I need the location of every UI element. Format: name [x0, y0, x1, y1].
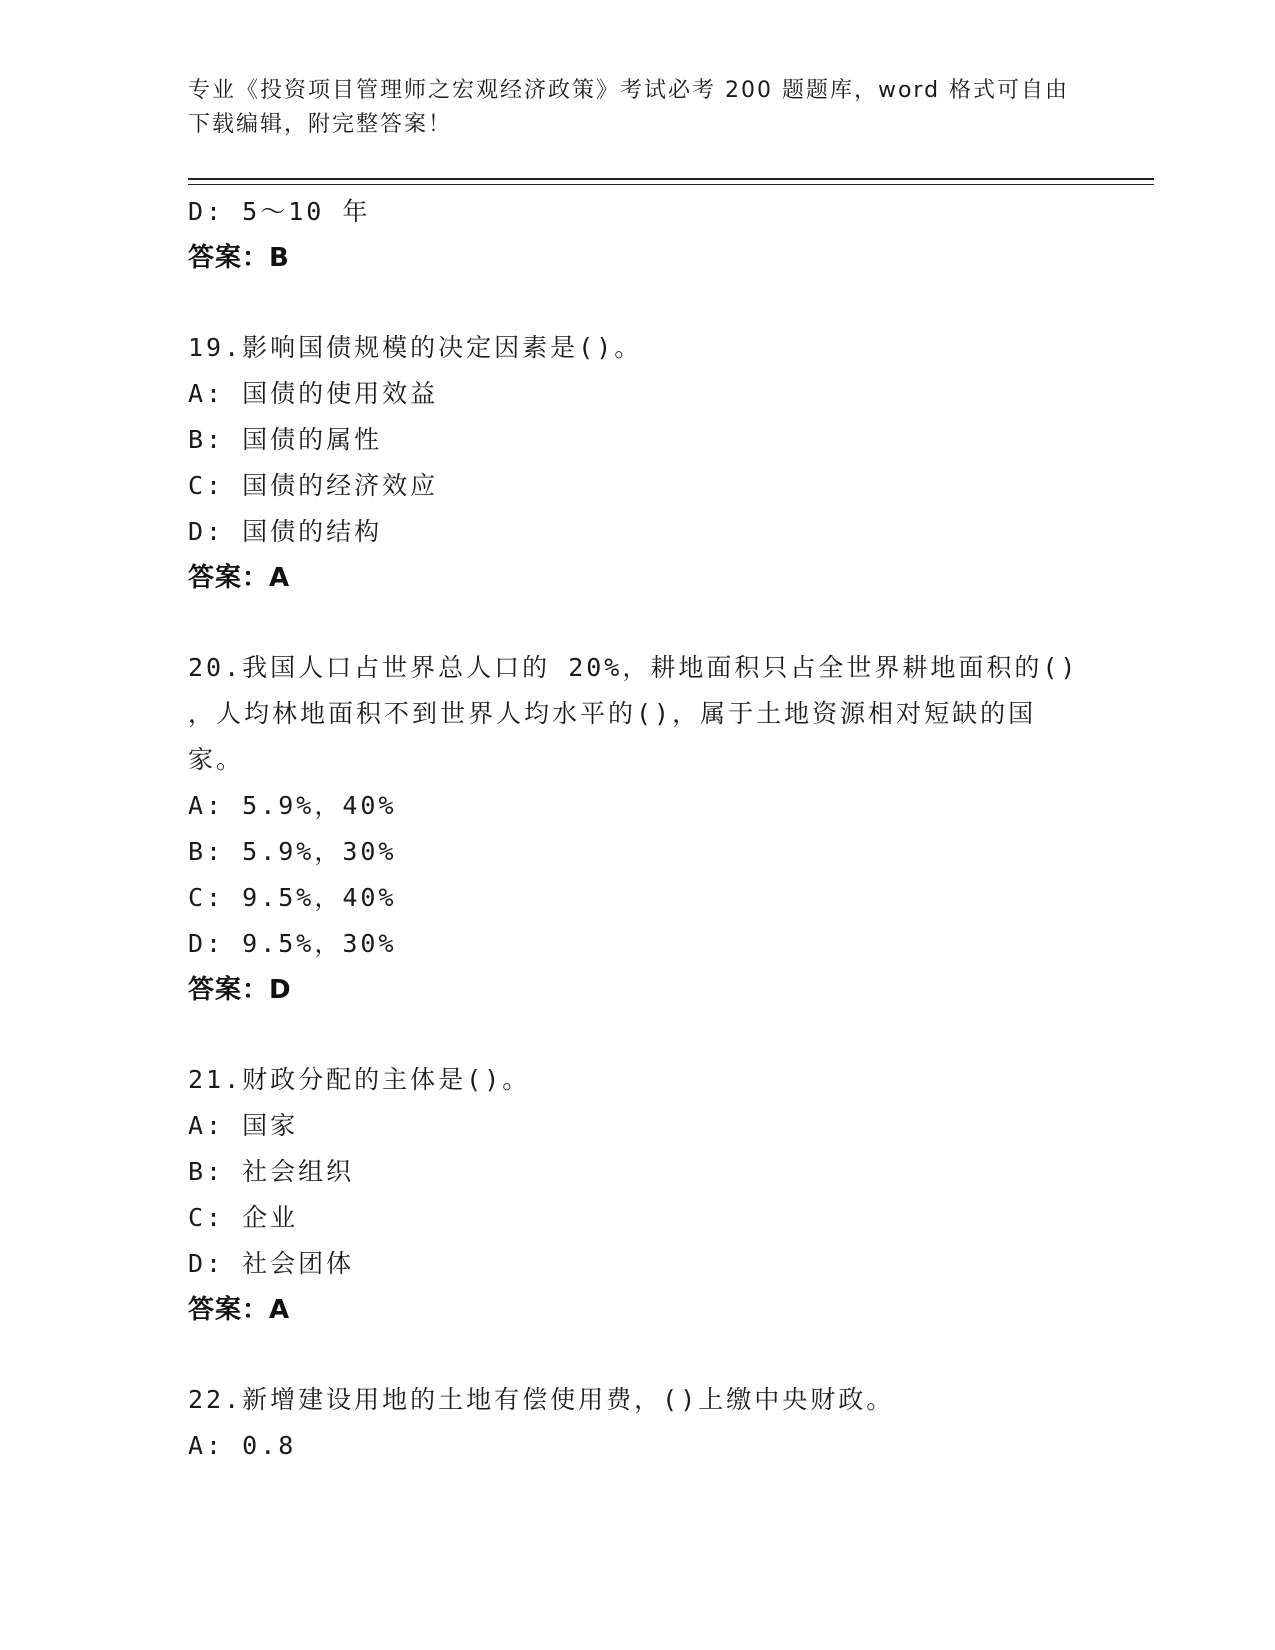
question-stem: 22.新增建设用地的土地有偿使用费，()上缴中央财政。	[188, 1385, 895, 1414]
document-header	[188, 74, 1088, 142]
option-d: D: 5～10 年	[188, 197, 371, 226]
question-stem-line-3: 家。	[188, 745, 245, 774]
question-stem: 21.财政分配的主体是()。	[188, 1065, 531, 1094]
option-b: B: 社会组织	[188, 1157, 355, 1186]
option-c: C: 9.5%，40%	[188, 883, 397, 912]
option-d: D: 社会团体	[188, 1249, 355, 1278]
question-21	[188, 1057, 1088, 1333]
header-divider-thin	[188, 184, 1154, 185]
question-list	[188, 189, 1088, 1469]
option-c: C: 企业	[188, 1203, 299, 1232]
option-a: A: 国债的使用效益	[188, 379, 439, 408]
option-c: C: 国债的经济效应	[188, 471, 439, 500]
option-a: A: 0.8	[188, 1431, 297, 1460]
option-a: A: 国家	[188, 1111, 299, 1140]
question-20	[188, 645, 1088, 1013]
question-22	[188, 1377, 1088, 1469]
option-b: B: 国债的属性	[188, 425, 383, 454]
question-stem-line-2: ，人均林地面积不到世界人均水平的()，属于土地资源相对短缺的国	[188, 699, 1037, 728]
question-stem-line-1: 20.我国人口占世界总人口的 20%，耕地面积只占全世界耕地面积的()	[188, 653, 1079, 682]
header-title-line-1: 专业《投资项目管理师之宏观经济政策》考试必考 200 题题库，word 格式可自由	[188, 78, 1070, 103]
answer-label: 答案：A	[188, 1295, 291, 1325]
option-a: A: 5.9%，40%	[188, 791, 397, 820]
question-19	[188, 325, 1088, 601]
answer-label: 答案：B	[188, 243, 290, 273]
option-b: B: 5.9%，30%	[188, 837, 397, 866]
header-title-line-2: 下载编辑，附完整答案！	[188, 112, 453, 137]
question-stem: 19.影响国债规模的决定因素是()。	[188, 333, 643, 362]
header-divider-thick	[188, 178, 1154, 180]
answer-label: 答案：A	[188, 563, 291, 593]
option-d: D: 国债的结构	[188, 517, 383, 546]
answer-label: 答案：D	[188, 975, 292, 1005]
option-d: D: 9.5%，30%	[188, 929, 397, 958]
question-18-tail	[188, 189, 1088, 281]
